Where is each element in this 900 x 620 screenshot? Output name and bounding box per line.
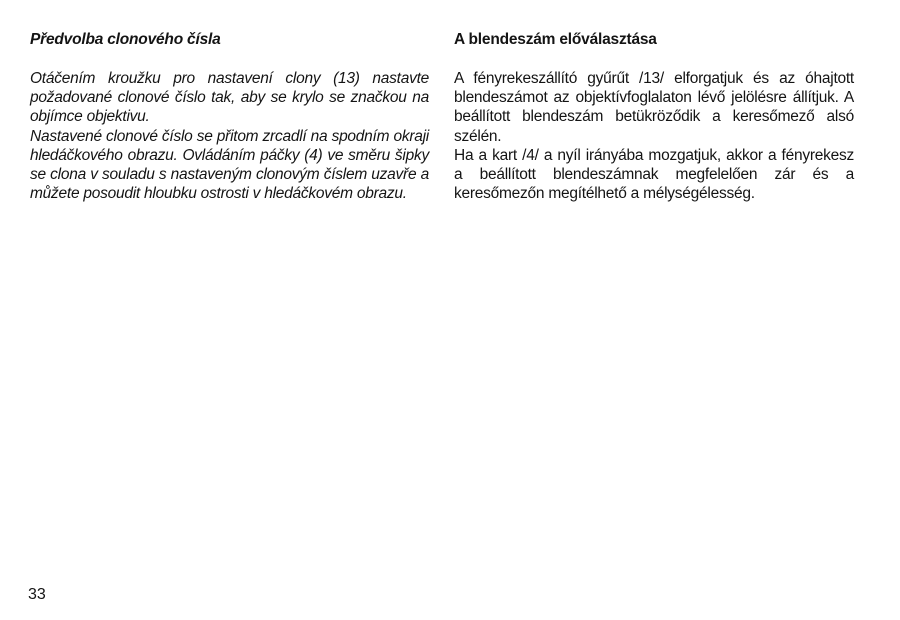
czech-body — [30, 69, 429, 203]
page-number: 33 — [28, 586, 46, 603]
hungarian-body — [454, 69, 854, 203]
czech-paragraph-2: Nastavené clonové číslo se přitom zrcadlí na spodním okraji hledáčkového obrazu. Ovládáním páčky (4) ve směru šipky se clona v souladu s nastaveným clonovým číslem uzavře a můžete posoudit hloubku ostrosti v hledáčkovém obrazu. — [30, 127, 429, 203]
czech-paragraph-1: Otáčením kroužku pro nastavení clony (13) nastavte požadované clonové číslo tak, aby se krylo se značkou na objímce objektivu. — [30, 70, 429, 126]
czech-heading: Předvolba clonového čísla — [30, 31, 221, 48]
czech-column — [30, 30, 429, 203]
hungarian-heading: A blendeszám előválasztása — [454, 31, 657, 48]
hungarian-column — [454, 30, 854, 203]
hungarian-paragraph-2: Ha a kart /4/ a nyíl irányába mozgatjuk, akkor a fényrekesz a beállított blendeszámnak megfelelően zár és a keresőmezőn megítélhető a mélységélesség. — [454, 146, 854, 203]
hungarian-paragraph-1: A fényrekeszállító gyűrűt /13/ elforgatjuk és az óhajtott blendeszámot az objektívfoglalaton lévő jelölésre állítjuk. A beállított blendeszám betükröződik a keresőmező alsó szélén. — [454, 70, 854, 145]
